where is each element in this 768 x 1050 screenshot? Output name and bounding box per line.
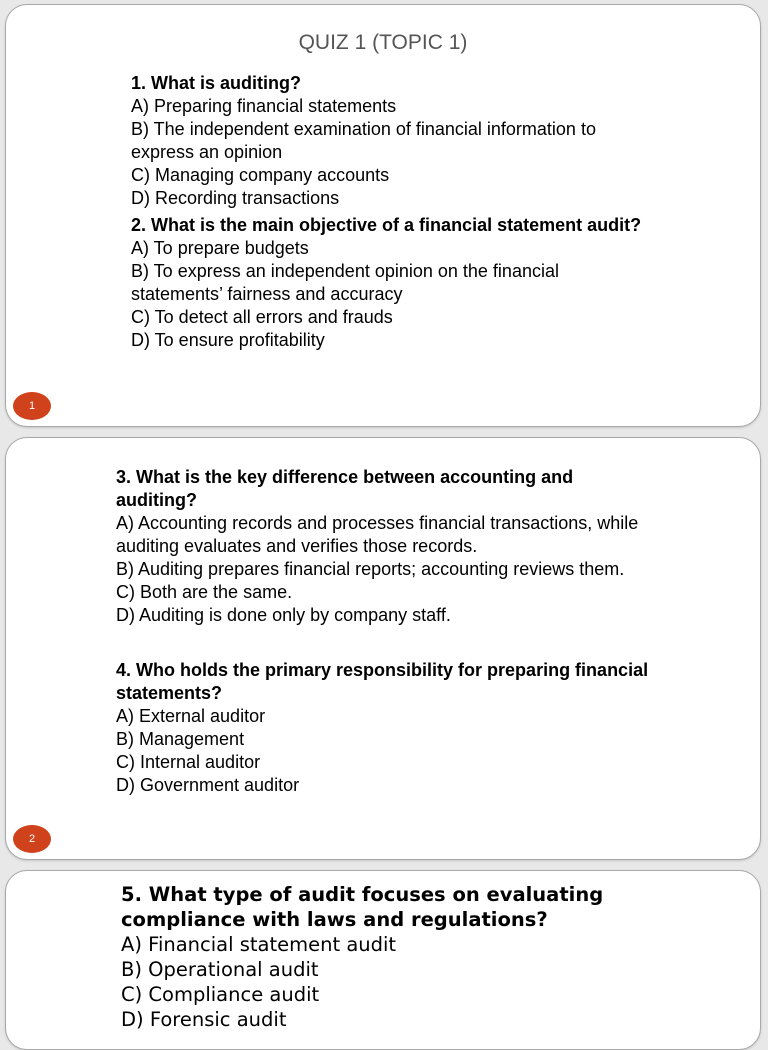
option-b: B) To express an independent opinion on the financial statements’ fairness and accuracy [131,261,559,304]
option-b: B) The independent examination of financial information to express an opinion [131,119,596,162]
slide-title: QUIZ 1 (TOPIC 1) [298,31,468,54]
question-text: 1. What is auditing? [131,73,301,93]
question-5 [121,882,681,1032]
question-3 [116,466,656,627]
option-a: A) External auditor [116,706,266,726]
question-1 [131,72,651,210]
option-b: B) Auditing prepares financial reports; accounting reviews them. [116,559,625,579]
option-d: D) Forensic audit [121,1008,287,1031]
option-c: C) Managing company accounts [131,165,390,185]
option-d: D) To ensure profitability [131,330,325,350]
question-text: 3. What is the key difference between accounting and auditing? [116,467,574,510]
question-text: 5. What type of audit focuses on evaluating compliance with laws and regulations? [121,883,604,931]
slide-number-badge: 1 [13,392,51,420]
option-a: A) To prepare budgets [131,238,309,258]
option-a: A) Accounting records and processes financial transactions, while auditing evaluates and verifies those records. [116,513,639,556]
option-c: C) To detect all errors and frauds [131,307,393,327]
option-a: A) Financial statement audit [121,933,397,956]
question-block [121,882,681,1032]
question-text: 4. Who holds the primary responsibility for preparing financial statements? [116,660,649,703]
question-block [116,466,656,797]
option-d: D) Auditing is done only by company staff. [116,605,451,625]
option-d: D) Recording transactions [131,188,340,208]
slide-1 [5,4,761,427]
option-c: C) Compliance audit [121,983,320,1006]
question-4 [116,659,656,797]
option-c: C) Both are the same. [116,582,293,602]
option-c: C) Internal auditor [116,752,261,772]
option-b: B) Management [116,729,245,749]
option-b: B) Operational audit [121,958,319,981]
option-d: D) Government auditor [116,775,300,795]
question-text: 2. What is the main objective of a financial statement audit? [131,215,642,235]
question-block [131,72,651,352]
slide-3 [5,870,761,1050]
option-a: A) Preparing financial statements [131,96,397,116]
slide-2 [5,437,761,860]
slide-number-badge: 2 [13,825,51,853]
question-2 [131,214,651,352]
